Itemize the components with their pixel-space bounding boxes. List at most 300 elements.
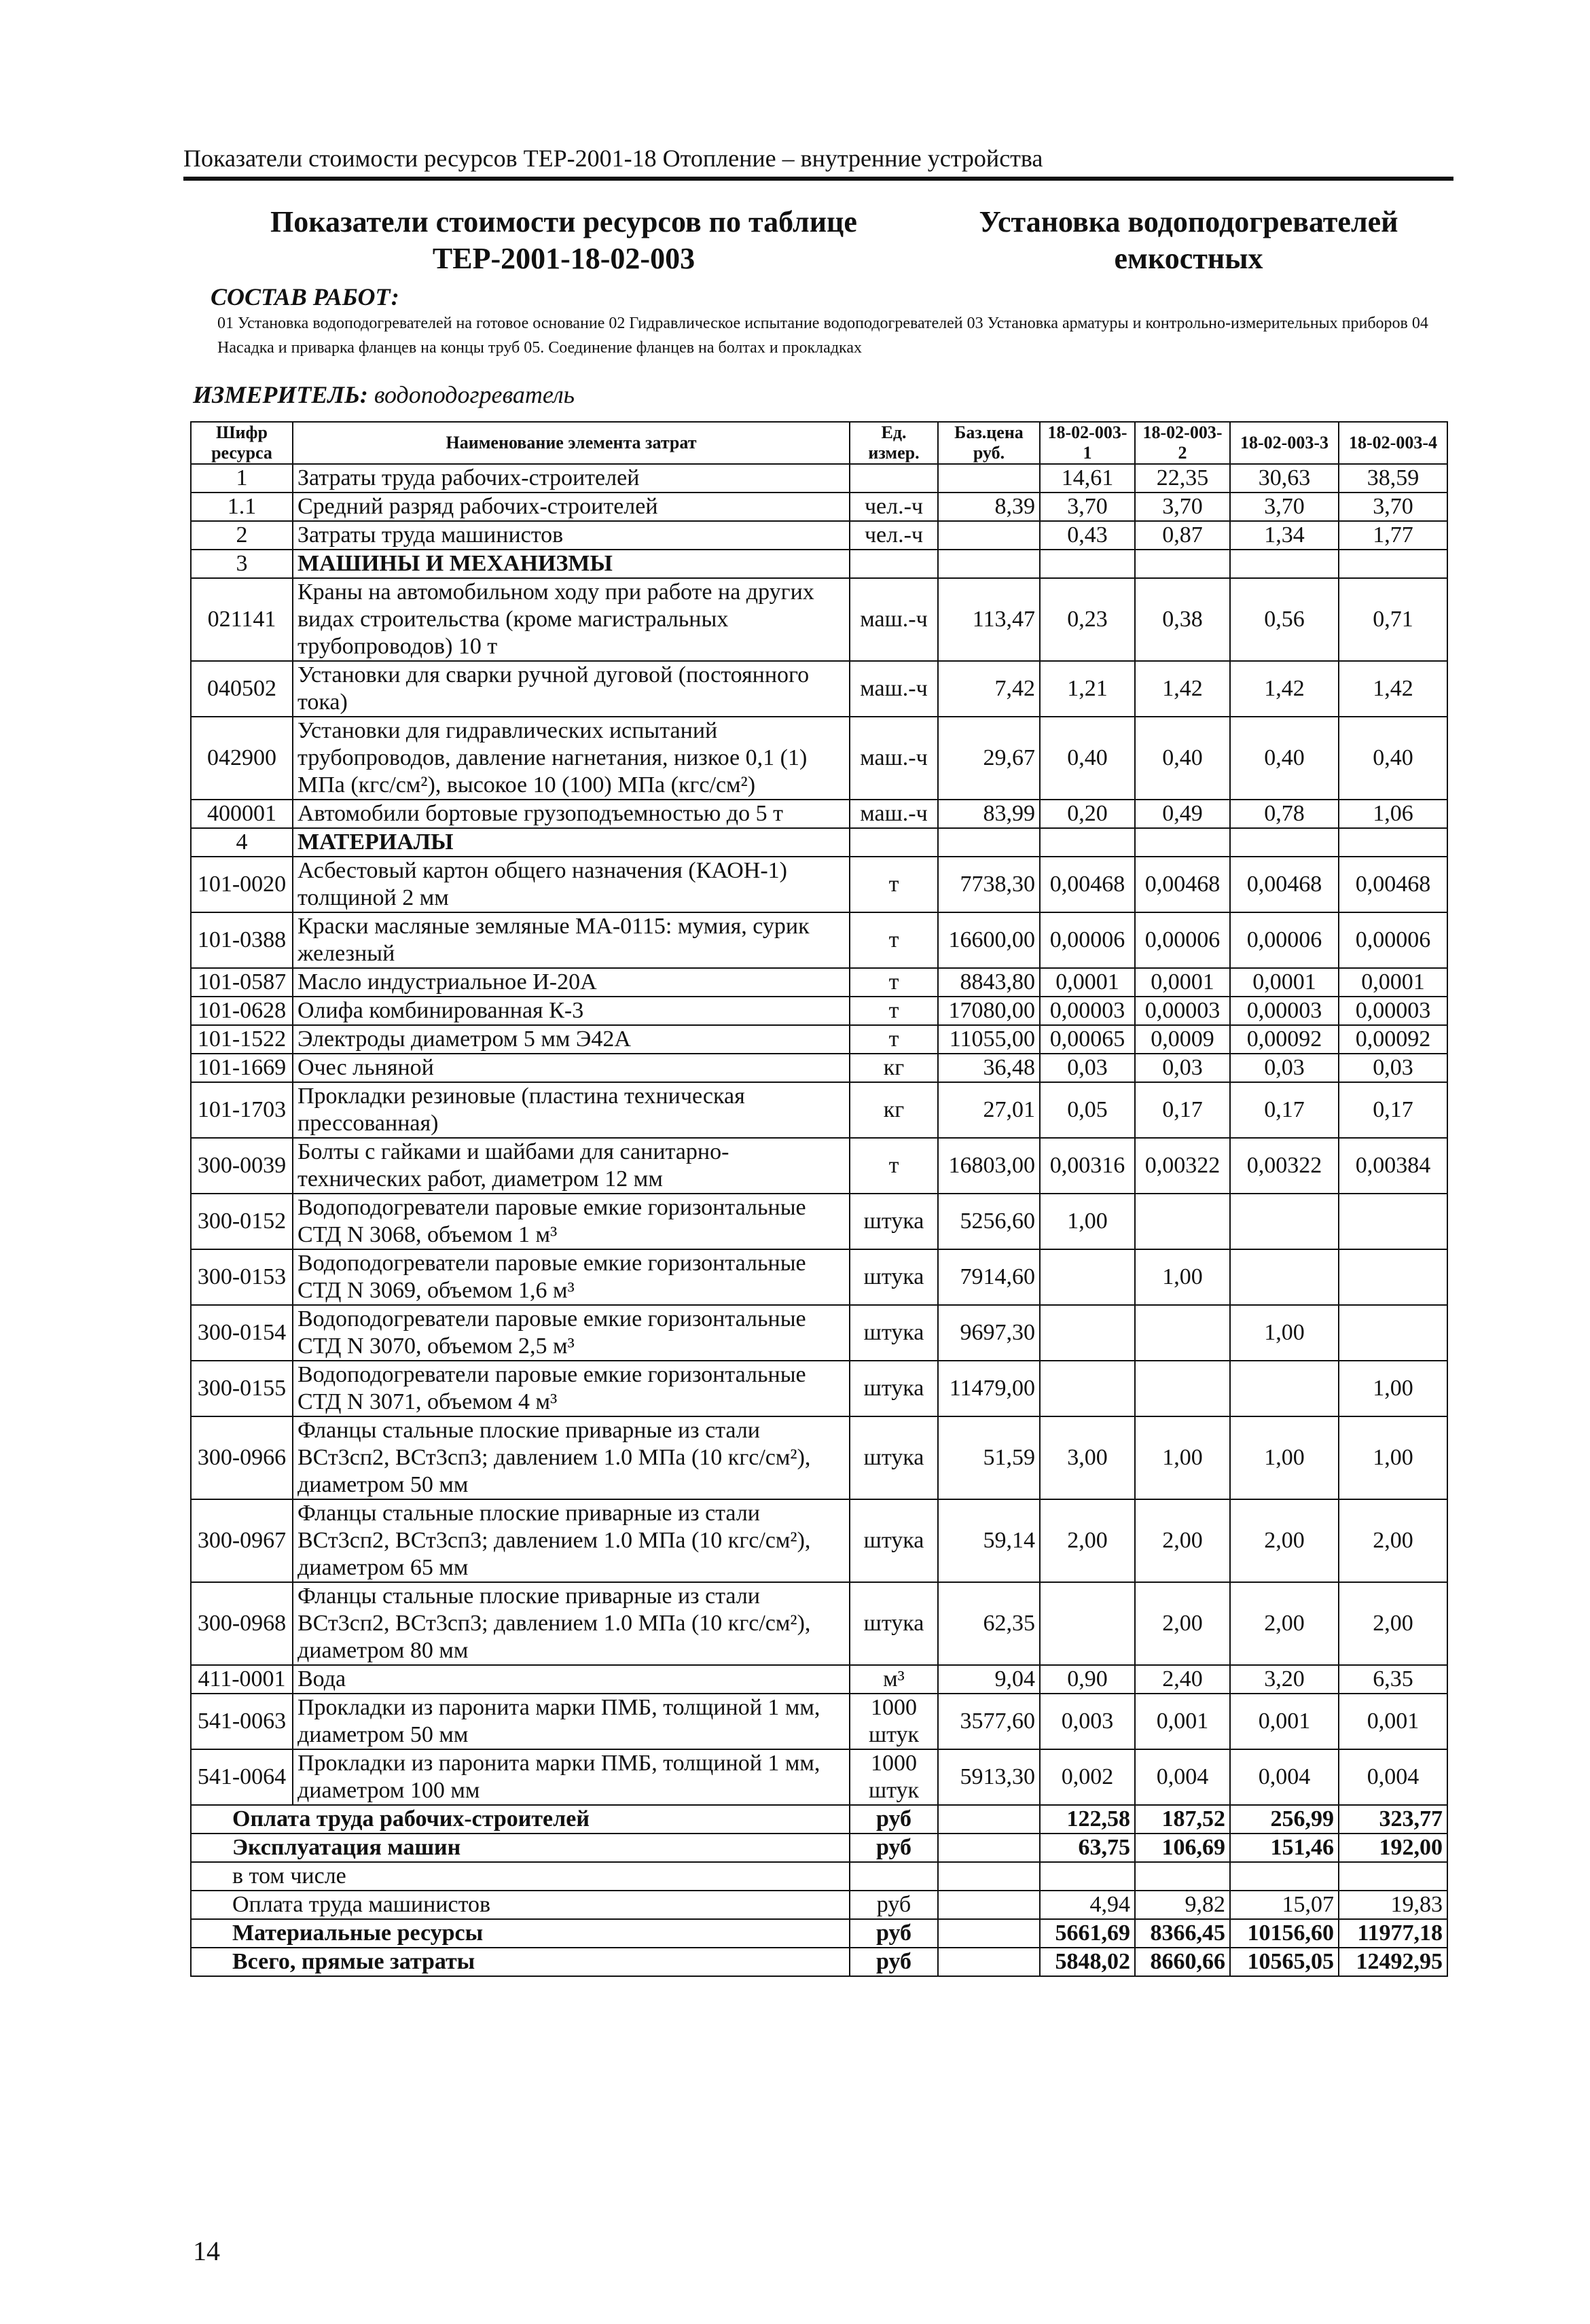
row-unit: маш.-ч [850, 717, 938, 800]
row-value-1: 1,00 [1040, 1194, 1135, 1249]
row-value-3 [1230, 1249, 1339, 1305]
row-unit: штука [850, 1361, 938, 1416]
row-code: 541-0063 [191, 1694, 293, 1749]
table-row [191, 1582, 1447, 1665]
row-unit: штука [850, 1499, 938, 1582]
row-value-4: 0,40 [1339, 717, 1447, 800]
row-value-2: 0,87 [1135, 521, 1230, 550]
row-code: 101-1703 [191, 1082, 293, 1138]
row-name: Фланцы стальные плоские приварные из стали ВСт3сп2, ВСт3сп3; давлением 1.0 МПа (10 кгс/см²), диаметром 50 мм [293, 1416, 850, 1499]
row-name: Водоподогреватели паровые емкие горизонтальные СТД N 3070, объемом 2,5 м³ [293, 1305, 850, 1361]
row-value-1: 2,00 [1040, 1499, 1135, 1582]
row-unit: т [850, 1138, 938, 1194]
sostav-text: 01 Установка водоподогревателей на готовое основание 02 Гидравлическое испытание водоподогревателей 03 Установка арматуры и контрольно-измерительных приборов 04 Насадка и приварка фланцев на концы труб 05. Соединение фланцев на болтах и прокладках [217, 315, 1428, 357]
row-value-4 [1339, 550, 1447, 578]
row-value-3: 0,004 [1230, 1749, 1339, 1805]
header-unit: Ед. измер. [850, 422, 938, 464]
row-name: МАТЕРИАЛЫ [293, 828, 850, 857]
row-price: 62,35 [938, 1582, 1040, 1665]
row-value-1: 0,00316 [1040, 1138, 1135, 1194]
row-name: Затраты труда рабочих-строителей [293, 464, 850, 493]
summary-value-1: 5848,02 [1040, 1948, 1135, 1976]
row-value-4: 0,001 [1339, 1694, 1447, 1749]
table-row [191, 1025, 1447, 1054]
summary-name: Оплата труда рабочих-строителей [191, 1805, 850, 1834]
row-value-4: 38,59 [1339, 464, 1447, 493]
table-title: Показатели стоимости ресурсов по таблице ТЕР-2001-18-02-003 [270, 205, 857, 275]
row-price [938, 550, 1040, 578]
summary-row [191, 1862, 1447, 1891]
row-code: 541-0064 [191, 1749, 293, 1805]
row-price: 8,39 [938, 493, 1040, 521]
row-value-2: 0,00468 [1135, 857, 1230, 912]
row-value-1: 0,40 [1040, 717, 1135, 800]
row-price: 11479,00 [938, 1361, 1040, 1416]
row-price: 11055,00 [938, 1025, 1040, 1054]
row-value-1: 0,00065 [1040, 1025, 1135, 1054]
row-value-2 [1135, 1305, 1230, 1361]
row-code: 4 [191, 828, 293, 857]
row-value-3 [1230, 1194, 1339, 1249]
row-unit: 1000 штук [850, 1749, 938, 1805]
row-value-3 [1230, 550, 1339, 578]
row-price [938, 464, 1040, 493]
summary-value-4: 19,83 [1339, 1891, 1447, 1919]
summary-unit: руб [850, 1948, 938, 1976]
summary-value-4: 12492,95 [1339, 1948, 1447, 1976]
row-value-2 [1135, 1361, 1230, 1416]
row-unit: чел.-ч [850, 521, 938, 550]
summary-value-3: 151,46 [1230, 1834, 1339, 1862]
row-value-1: 0,05 [1040, 1082, 1135, 1138]
row-price: 7,42 [938, 661, 1040, 717]
row-value-1: 0,00003 [1040, 997, 1135, 1025]
row-value-1: 1,21 [1040, 661, 1135, 717]
row-value-3: 0,56 [1230, 578, 1339, 661]
row-code: 1 [191, 464, 293, 493]
row-unit: штука [850, 1305, 938, 1361]
table-row [191, 997, 1447, 1025]
summary-name: Эксплуатация машин [191, 1834, 850, 1862]
header-c1: 18-02-003-1 [1040, 422, 1135, 464]
summary-value-3: 10565,05 [1230, 1948, 1339, 1976]
row-value-1: 0,43 [1040, 521, 1135, 550]
header-price: Баз.цена руб. [938, 422, 1040, 464]
row-value-2: 0,00006 [1135, 912, 1230, 968]
summary-price-empty [938, 1948, 1040, 1976]
summary-value-1: 63,75 [1040, 1834, 1135, 1862]
row-value-2: 0,40 [1135, 717, 1230, 800]
summary-value-4: 192,00 [1339, 1834, 1447, 1862]
summary-value-4: 11977,18 [1339, 1919, 1447, 1948]
row-name: Прокладки из паронита марки ПМБ, толщиной 1 мм, диаметром 50 мм [293, 1694, 850, 1749]
summary-value-2: 9,82 [1135, 1891, 1230, 1919]
summary-unit: руб [850, 1805, 938, 1834]
resource-table [190, 421, 1448, 1977]
row-code: 300-0967 [191, 1499, 293, 1582]
row-value-1: 0,20 [1040, 800, 1135, 828]
row-unit: штука [850, 1582, 938, 1665]
row-code: 101-1669 [191, 1054, 293, 1082]
row-value-1: 14,61 [1040, 464, 1135, 493]
row-price: 16600,00 [938, 912, 1040, 968]
summary-price-empty [938, 1805, 1040, 1834]
summary-value-3: 256,99 [1230, 1805, 1339, 1834]
row-value-3: 0,40 [1230, 717, 1339, 800]
row-value-4: 2,00 [1339, 1582, 1447, 1665]
row-price: 83,99 [938, 800, 1040, 828]
row-value-2: 0,00003 [1135, 997, 1230, 1025]
row-name: МАШИНЫ И МЕХАНИЗМЫ [293, 550, 850, 578]
row-price: 7738,30 [938, 857, 1040, 912]
row-value-1 [1040, 828, 1135, 857]
row-price: 5256,60 [938, 1194, 1040, 1249]
row-value-3: 30,63 [1230, 464, 1339, 493]
header-c2: 18-02-003-2 [1135, 422, 1230, 464]
row-value-2: 0,0009 [1135, 1025, 1230, 1054]
row-value-4: 3,70 [1339, 493, 1447, 521]
table-header-row [191, 422, 1447, 464]
table-row [191, 1749, 1447, 1805]
row-value-1 [1040, 1582, 1135, 1665]
row-price: 7914,60 [938, 1249, 1040, 1305]
summary-name: Всего, прямые затраты [191, 1948, 850, 1976]
row-value-1 [1040, 1361, 1135, 1416]
summary-name: Оплата труда машинистов [191, 1891, 850, 1919]
row-value-4: 0,71 [1339, 578, 1447, 661]
summary-name: в том числе [191, 1862, 850, 1891]
table-row [191, 800, 1447, 828]
row-value-2: 0,17 [1135, 1082, 1230, 1138]
row-unit [850, 464, 938, 493]
row-value-1: 3,00 [1040, 1416, 1135, 1499]
row-value-1: 0,002 [1040, 1749, 1135, 1805]
row-value-3: 2,00 [1230, 1499, 1339, 1582]
table-row [191, 1361, 1447, 1416]
row-price [938, 828, 1040, 857]
row-name: Установки для гидравлических испытаний трубопроводов, давление нагнетания, низкое 0,1 (1) МПа (кгс/см²), высокое 10 (100) МПа (кгс/см²) [293, 717, 850, 800]
row-value-4: 1,00 [1339, 1416, 1447, 1499]
row-name: Средний разряд рабочих-строителей [293, 493, 850, 521]
row-value-4 [1339, 1305, 1447, 1361]
row-value-3: 3,70 [1230, 493, 1339, 521]
table-row [191, 1082, 1447, 1138]
row-value-4: 0,0001 [1339, 968, 1447, 997]
header-c4: 18-02-003-4 [1339, 422, 1447, 464]
row-unit: м³ [850, 1665, 938, 1694]
summary-value-1: 5661,69 [1040, 1919, 1135, 1948]
row-code: 101-0628 [191, 997, 293, 1025]
row-value-2: 0,49 [1135, 800, 1230, 828]
work-title: Установка водоподогревателей емкостных [979, 205, 1398, 275]
row-unit: маш.-ч [850, 800, 938, 828]
table-row [191, 968, 1447, 997]
izmer-label: ИЗМЕРИТЕЛЬ: [193, 381, 368, 408]
row-code: 101-0388 [191, 912, 293, 968]
row-name: Очес льняной [293, 1054, 850, 1082]
summary-value-2: 106,69 [1135, 1834, 1230, 1862]
row-code: 400001 [191, 800, 293, 828]
row-price: 9,04 [938, 1665, 1040, 1694]
row-value-1 [1040, 550, 1135, 578]
row-name: Водоподогреватели паровые емкие горизонтальные СТД N 3069, объемом 1,6 м³ [293, 1249, 850, 1305]
row-unit: кг [850, 1082, 938, 1138]
row-code: 300-0039 [191, 1138, 293, 1194]
row-price: 36,48 [938, 1054, 1040, 1082]
header-c3: 18-02-003-3 [1230, 422, 1339, 464]
row-value-2: 0,03 [1135, 1054, 1230, 1082]
row-value-4: 0,00003 [1339, 997, 1447, 1025]
row-unit [850, 550, 938, 578]
row-value-2: 1,42 [1135, 661, 1230, 717]
row-value-3: 1,00 [1230, 1305, 1339, 1361]
header-name: Наименование элемента затрат [293, 422, 850, 464]
summary-row [191, 1919, 1447, 1948]
row-value-4 [1339, 1194, 1447, 1249]
summary-value-4: 323,77 [1339, 1805, 1447, 1834]
row-value-3: 0,03 [1230, 1054, 1339, 1082]
row-value-1: 0,0001 [1040, 968, 1135, 997]
row-unit: штука [850, 1249, 938, 1305]
row-code: 3 [191, 550, 293, 578]
row-value-2: 2,00 [1135, 1499, 1230, 1582]
row-value-3: 0,17 [1230, 1082, 1339, 1138]
row-value-4: 0,00006 [1339, 912, 1447, 968]
row-value-2: 0,0001 [1135, 968, 1230, 997]
row-name: Водоподогреватели паровые емкие горизонтальные СТД N 3068, объемом 1 м³ [293, 1194, 850, 1249]
header-code: Шифр ресурса [191, 422, 293, 464]
row-value-2: 1,00 [1135, 1249, 1230, 1305]
row-name: Асбестовый картон общего назначения (КАОН-1) толщиной 2 мм [293, 857, 850, 912]
summary-value-1 [1040, 1862, 1135, 1891]
row-name: Краски масляные земляные МА-0115: мумия, сурик железный [293, 912, 850, 968]
sostav-label: СОСТАВ РАБОТ: [211, 283, 399, 310]
row-value-1: 3,70 [1040, 493, 1135, 521]
row-value-3: 0,0001 [1230, 968, 1339, 997]
row-value-4: 2,00 [1339, 1499, 1447, 1582]
row-value-4: 6,35 [1339, 1665, 1447, 1694]
summary-value-1: 4,94 [1040, 1891, 1135, 1919]
row-value-1: 0,00006 [1040, 912, 1135, 968]
row-name: Фланцы стальные плоские приварные из стали ВСт3сп2, ВСт3сп3; давлением 1.0 МПа (10 кгс/см²), диаметром 65 мм [293, 1499, 850, 1582]
row-value-2: 22,35 [1135, 464, 1230, 493]
row-value-2: 0,00322 [1135, 1138, 1230, 1194]
row-name: Масло индустриальное И-20А [293, 968, 850, 997]
row-name: Электроды диаметром 5 мм Э42А [293, 1025, 850, 1054]
row-code: 300-0968 [191, 1582, 293, 1665]
row-code: 101-0587 [191, 968, 293, 997]
row-code: 021141 [191, 578, 293, 661]
summary-price-empty [938, 1862, 1040, 1891]
row-value-4: 0,00092 [1339, 1025, 1447, 1054]
row-value-3: 1,42 [1230, 661, 1339, 717]
table-row [191, 1054, 1447, 1082]
table-row [191, 1416, 1447, 1499]
row-name: Прокладки резиновые (пластина техническая прессованная) [293, 1082, 850, 1138]
row-name: Болты с гайками и шайбами для санитарно-технических работ, диаметром 12 мм [293, 1138, 850, 1194]
row-code: 2 [191, 521, 293, 550]
row-value-1: 0,003 [1040, 1694, 1135, 1749]
summary-unit [850, 1862, 938, 1891]
row-value-3: 0,00468 [1230, 857, 1339, 912]
summary-row [191, 1834, 1447, 1862]
row-value-3: 0,78 [1230, 800, 1339, 828]
row-unit: кг [850, 1054, 938, 1082]
row-value-3: 1,34 [1230, 521, 1339, 550]
row-unit: маш.-ч [850, 578, 938, 661]
row-code: 101-0020 [191, 857, 293, 912]
section-row [191, 828, 1447, 857]
row-value-3: 0,00092 [1230, 1025, 1339, 1054]
table-row [191, 1665, 1447, 1694]
row-price: 51,59 [938, 1416, 1040, 1499]
summary-price-empty [938, 1834, 1040, 1862]
row-code: 042900 [191, 717, 293, 800]
row-price: 5913,30 [938, 1749, 1040, 1805]
row-value-4 [1339, 828, 1447, 857]
row-name: Вода [293, 1665, 850, 1694]
row-name: Олифа комбинированная К-3 [293, 997, 850, 1025]
summary-value-2: 8660,66 [1135, 1948, 1230, 1976]
row-value-4: 1,42 [1339, 661, 1447, 717]
row-unit: 1000 штук [850, 1694, 938, 1749]
row-value-1 [1040, 1249, 1135, 1305]
row-value-4: 0,03 [1339, 1054, 1447, 1082]
row-code: 300-0152 [191, 1194, 293, 1249]
summary-value-4 [1339, 1862, 1447, 1891]
row-value-4: 0,00468 [1339, 857, 1447, 912]
row-name: Установки для сварки ручной дуговой (постоянного тока) [293, 661, 850, 717]
summary-value-1: 122,58 [1040, 1805, 1135, 1834]
row-value-3: 3,20 [1230, 1665, 1339, 1694]
table-row [191, 1305, 1447, 1361]
row-price: 27,01 [938, 1082, 1040, 1138]
row-code: 300-0966 [191, 1416, 293, 1499]
summary-row [191, 1891, 1447, 1919]
row-unit [850, 828, 938, 857]
izmer-line [193, 380, 575, 409]
table-row [191, 1249, 1447, 1305]
row-unit: т [850, 997, 938, 1025]
row-value-3: 0,001 [1230, 1694, 1339, 1749]
row-value-2: 0,004 [1135, 1749, 1230, 1805]
row-price: 17080,00 [938, 997, 1040, 1025]
row-code: 411-0001 [191, 1665, 293, 1694]
row-price: 59,14 [938, 1499, 1040, 1582]
row-unit: штука [850, 1416, 938, 1499]
table-row [191, 1499, 1447, 1582]
row-unit: т [850, 912, 938, 968]
row-value-4 [1339, 1249, 1447, 1305]
row-value-4: 0,00384 [1339, 1138, 1447, 1194]
row-code: 040502 [191, 661, 293, 717]
row-value-3: 1,00 [1230, 1416, 1339, 1499]
summary-value-2: 187,52 [1135, 1805, 1230, 1834]
row-value-2: 0,38 [1135, 578, 1230, 661]
table-row [191, 1694, 1447, 1749]
row-unit: т [850, 1025, 938, 1054]
row-value-4: 0,004 [1339, 1749, 1447, 1805]
row-price: 29,67 [938, 717, 1040, 800]
row-unit: т [850, 968, 938, 997]
table-row [191, 857, 1447, 912]
table-row [191, 521, 1447, 550]
row-value-3 [1230, 828, 1339, 857]
row-code: 300-0155 [191, 1361, 293, 1416]
row-name: Фланцы стальные плоские приварные из стали ВСт3сп2, ВСт3сп3; давлением 1.0 МПа (10 кгс/см²), диаметром 80 мм [293, 1582, 850, 1665]
row-value-1: 0,23 [1040, 578, 1135, 661]
row-unit: маш.-ч [850, 661, 938, 717]
row-value-4: 1,06 [1339, 800, 1447, 828]
row-value-4: 1,77 [1339, 521, 1447, 550]
summary-value-2: 8366,45 [1135, 1919, 1230, 1948]
summary-price-empty [938, 1919, 1040, 1948]
row-price: 3577,60 [938, 1694, 1040, 1749]
row-value-1: 0,03 [1040, 1054, 1135, 1082]
row-code: 1.1 [191, 493, 293, 521]
row-unit: штука [850, 1194, 938, 1249]
row-price: 9697,30 [938, 1305, 1040, 1361]
row-value-2 [1135, 828, 1230, 857]
title-row [204, 204, 1453, 285]
row-code: 300-0153 [191, 1249, 293, 1305]
row-name: Автомобили бортовые грузоподъемностью до 5 т [293, 800, 850, 828]
summary-value-3 [1230, 1862, 1339, 1891]
row-value-2: 1,00 [1135, 1416, 1230, 1499]
row-name: Затраты труда машинистов [293, 521, 850, 550]
summary-row [191, 1805, 1447, 1834]
row-value-2 [1135, 550, 1230, 578]
table-row [191, 493, 1447, 521]
section-row [191, 550, 1447, 578]
table-row [191, 578, 1447, 661]
row-value-4: 1,00 [1339, 1361, 1447, 1416]
table-row [191, 464, 1447, 493]
izmer-value: водоподогреватель [374, 381, 575, 408]
row-unit: чел.-ч [850, 493, 938, 521]
table-row [191, 717, 1447, 800]
row-value-2: 0,001 [1135, 1694, 1230, 1749]
row-value-3: 0,00006 [1230, 912, 1339, 968]
row-value-2: 2,40 [1135, 1665, 1230, 1694]
row-value-3: 0,00003 [1230, 997, 1339, 1025]
row-value-4: 0,17 [1339, 1082, 1447, 1138]
page-number: 14 [193, 2236, 220, 2266]
row-code: 101-1522 [191, 1025, 293, 1054]
summary-name: Материальные ресурсы [191, 1919, 850, 1948]
summary-unit: руб [850, 1919, 938, 1948]
page-header: Показатели стоимости ресурсов ТЕР-2001-18 Отопление – внутренние устройства [183, 144, 1453, 181]
summary-value-2 [1135, 1862, 1230, 1891]
row-price: 113,47 [938, 578, 1040, 661]
summary-value-3: 15,07 [1230, 1891, 1339, 1919]
table-row [191, 661, 1447, 717]
row-price: 16803,00 [938, 1138, 1040, 1194]
row-value-1 [1040, 1305, 1135, 1361]
summary-unit: руб [850, 1891, 938, 1919]
table-row [191, 912, 1447, 968]
summary-value-3: 10156,60 [1230, 1919, 1339, 1948]
row-value-3: 0,00322 [1230, 1138, 1339, 1194]
row-name: Краны на автомобильном ходу при работе на других видах строительства (кроме магистральных трубопроводов) 10 т [293, 578, 850, 661]
row-value-2: 3,70 [1135, 493, 1230, 521]
summary-price-empty [938, 1891, 1040, 1919]
row-price [938, 521, 1040, 550]
row-name: Водоподогреватели паровые емкие горизонтальные СТД N 3071, объемом 4 м³ [293, 1361, 850, 1416]
row-value-2: 2,00 [1135, 1582, 1230, 1665]
summary-row [191, 1948, 1447, 1976]
summary-unit: руб [850, 1834, 938, 1862]
